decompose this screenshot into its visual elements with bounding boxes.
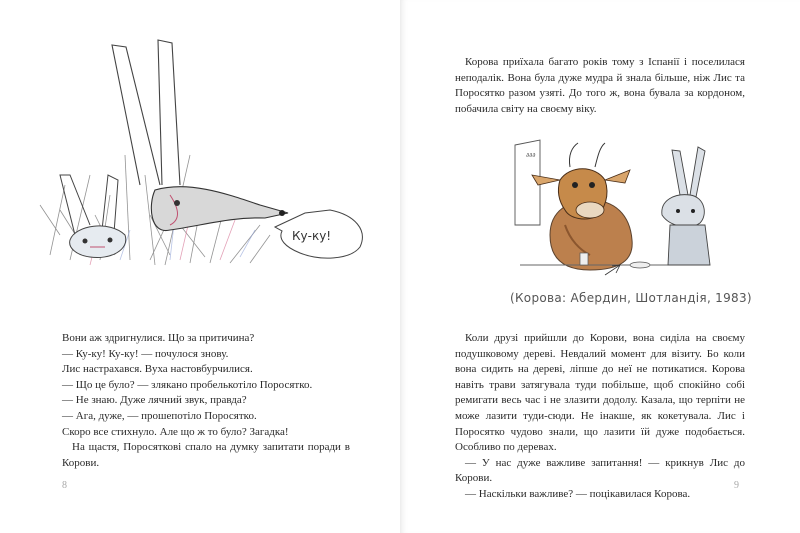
- paragraph: Корова приїхала багато років тому з Іспанії і поселилася неподалік. Вона була дуже мудра й знала більше, ніж Лис та Поросятко разом узяті. До того ж, вона бувала за кордоном, побачила світу на своєму віку.: [455, 56, 745, 115]
- fox-and-piglet-illustration: [30, 35, 390, 285]
- intro-text: [455, 55, 745, 117]
- page-number: 8: [62, 480, 67, 491]
- paragraph: — Наскільки важливе? — поцікавилася Корова.: [465, 487, 691, 500]
- right-page: [400, 0, 800, 533]
- paragraph: Коли друзі прийшли до Корови, вона сиділа на своєму подушковому дереві. Невдалий момент для візиту. Бо коли вона сидить на дереві, ліпше до неї не потикатися. Корова навіть трави затягувала туди побільше, щоб спокійно собі ремигати весь час і не злазити додолу. Казала, що терпіти не може лазити туди-сюди. Не інакше, як кокетувала. Лис і Поросятко чудово знали, що лазити їй дуже подобається. Особливо по деревах.: [455, 332, 745, 454]
- right-body-text: [455, 331, 745, 503]
- speech-bubble-text: Ку-ку!: [292, 229, 332, 243]
- paragraph: Вони аж здригнулися. Що за притичина?: [62, 332, 255, 344]
- paragraph: Скоро все стихнуло. Але що ж то було? Загадка!: [62, 425, 289, 438]
- illustration-caption: (Корова: Абердин, Шотландія, 1983): [510, 291, 752, 305]
- paragraph: — Ага, дуже, — прошепотіло Поросятко.: [62, 409, 257, 422]
- left-body-text: [62, 331, 350, 471]
- svg-text:∂∂∂: ∂∂∂: [526, 152, 536, 159]
- paragraph: — У нас дуже важливе запитання! — крикнув Лис до Корови.: [455, 456, 745, 485]
- paragraph: — Ку-ку! Ку-ку! — почулося знову.: [62, 347, 229, 360]
- paragraph: На щастя, Поросяткові спало на думку запитати поради в Корови.: [62, 441, 350, 469]
- paragraph: — Не знаю. Дуже лячний звук, правда?: [62, 394, 247, 407]
- cow-and-animals-illustration: [510, 125, 740, 285]
- paragraph: — Що це було? — злякано пробелькотіло Поросятко.: [62, 378, 313, 391]
- page-number: 9: [734, 480, 739, 491]
- paragraph: Лис настрахався. Вуха настовбурчилися.: [62, 363, 253, 376]
